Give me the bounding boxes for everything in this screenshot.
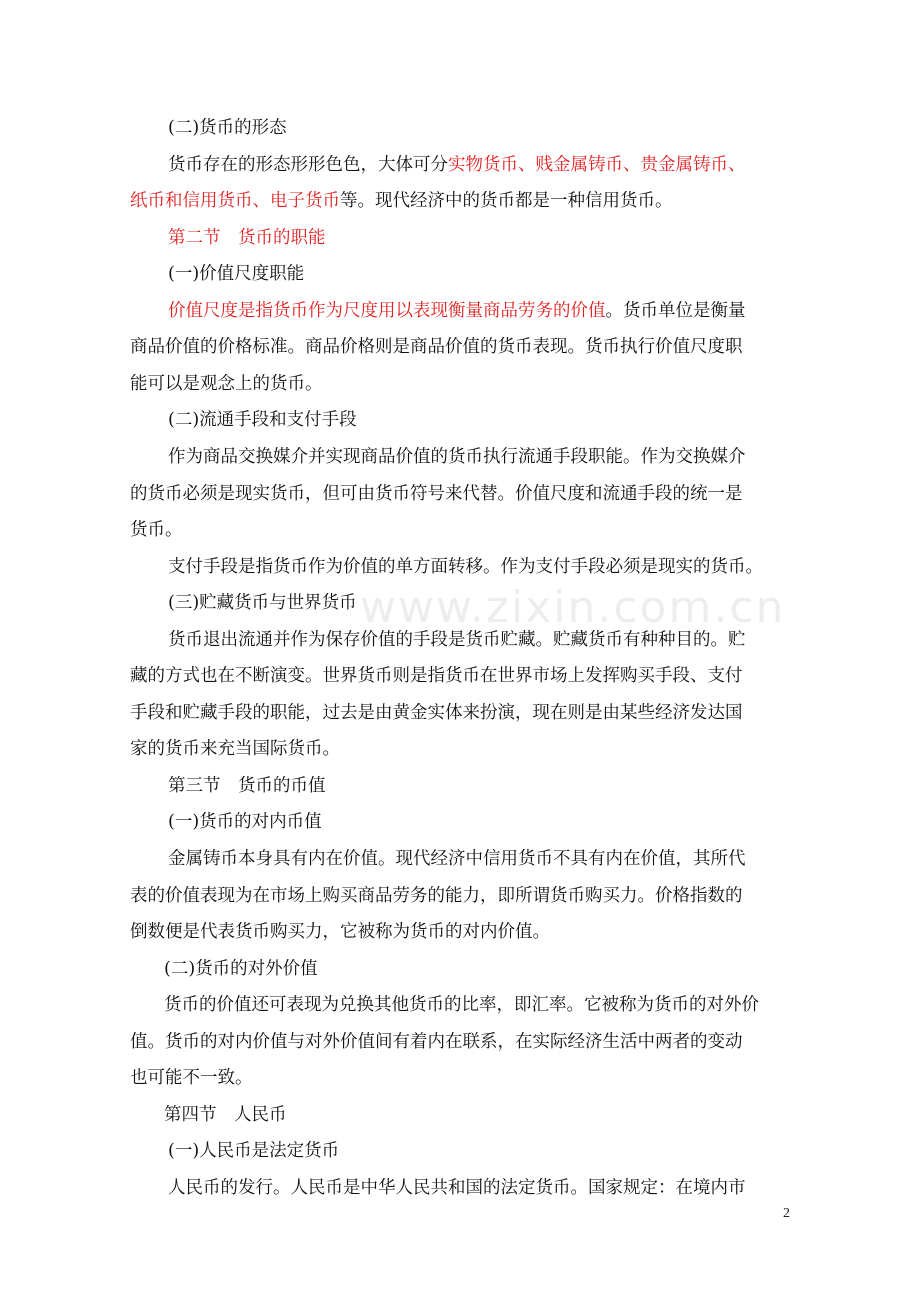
text-segment: 作为商品交换媒介并实现商品价值的货币执行流通手段职能。作为交换媒介 [168,446,746,467]
text-line [130,476,790,512]
text-line [130,658,790,694]
text-line [130,695,790,731]
text-segment: 商品价值的价格标准。商品价格则是商品价值的货币表现。货币执行价值尺度职 [130,337,743,358]
text-segment: 家的货币来充当国际货币。 [130,739,340,760]
text-segment: (二)流通手段和支付手段 [168,410,357,431]
text-line [130,1097,790,1133]
text-line [130,402,790,438]
text-segment: 也可能不一致。 [130,1068,253,1089]
text-segment: 。货币单位是衡量 [605,300,746,321]
text-segment: (一)货币的对内币值 [168,812,322,833]
text-segment: (一)人民币是法定货币 [168,1141,340,1162]
text-segment: 倒数便是代表货币购买力，它被称为货币的对内价值。 [130,922,550,943]
text-line [130,622,790,658]
text-segment: 的货币必须是现实货币，但可由货币符号来代替。价值尺度和流通手段的统一是 [130,483,743,504]
text-segment: 等。现代经济中的货币都是一种信用货币。 [340,191,673,212]
text-line [130,1024,790,1060]
highlighted-text: 实物货币、贱金属铸币、贵金属铸币、 [448,154,746,175]
text-line [130,220,790,256]
text-segment: 能可以是观念上的货币。 [130,373,323,394]
text-line [130,914,790,950]
text-segment: 第三节 货币的币值 [168,775,326,796]
text-line [130,1170,790,1206]
text-segment: 支付手段是指货币作为价值的单方面转移。作为支付手段必须是现实的货币。 [168,556,763,577]
text-line [130,951,790,987]
text-segment: 藏的方式也在不断演变。世界货币则是指货币在世界市场上发挥购买手段、支付 [130,666,743,687]
text-segment: 第四节 人民币 [164,1104,287,1125]
text-line [130,110,790,146]
text-line [130,366,790,402]
text-segment: 货币退出流通并作为保存价值的手段是货币贮藏。贮藏货币有种种目的。贮 [168,629,746,650]
watermark: www.zixin.com.cn [360,582,786,633]
text-segment: 货币存在的形态形形色色，大体可分 [168,154,448,175]
text-line [130,329,790,365]
text-line [130,878,790,914]
text-segment: 货币。 [130,520,183,541]
text-segment: (三)贮藏货币与世界货币 [168,593,357,614]
text-segment: 值。货币的对内价值与对外价值间有着内在联系，在实际经济生活中两者的变动 [130,1031,743,1052]
text-line [130,987,790,1023]
text-line [130,256,790,292]
text-line [130,439,790,475]
text-line [130,1133,790,1169]
text-line [130,1060,790,1096]
page-number: 2 [783,1206,790,1221]
text-line [130,585,790,621]
text-segment: 人民币的发行。人民币是中华人民共和国的法定货币。国家规定：在境内市 [168,1177,746,1198]
text-line [130,183,790,219]
text-segment: (二)货币的对外价值 [164,958,318,979]
text-line [130,768,790,804]
text-line [130,731,790,767]
highlighted-text: 价值尺度是指货币作为尺度用以表现衡量商品劳务的价值 [168,300,606,321]
highlighted-text: 第二节 货币的职能 [168,227,326,248]
text-line [130,549,790,585]
highlighted-text: 纸币和信用货币、电子货币 [130,191,340,212]
text-line [130,293,790,329]
text-line [130,841,790,877]
text-line [130,804,790,840]
text-line [130,147,790,183]
text-segment: 货币的价值还可表现为兑换其他货币的比率，即汇率。它被称为货币的对外价 [164,995,759,1016]
text-segment: (二)货币的形态 [168,118,287,138]
text-segment: 金属铸币本身具有内在价值。现代经济中信用货币不具有内在价值，其所代 [168,849,746,869]
text-line [130,512,790,548]
text-segment: (一)价值尺度职能 [168,264,305,285]
text-segment: 手段和贮藏手段的职能，过去是由黄金实体来扮演，现在则是由某些经济发达国 [130,702,743,723]
text-segment: 表的价值表现为在市场上购买商品劳务的能力，即所谓货币购买力。价格指数的 [130,885,743,906]
